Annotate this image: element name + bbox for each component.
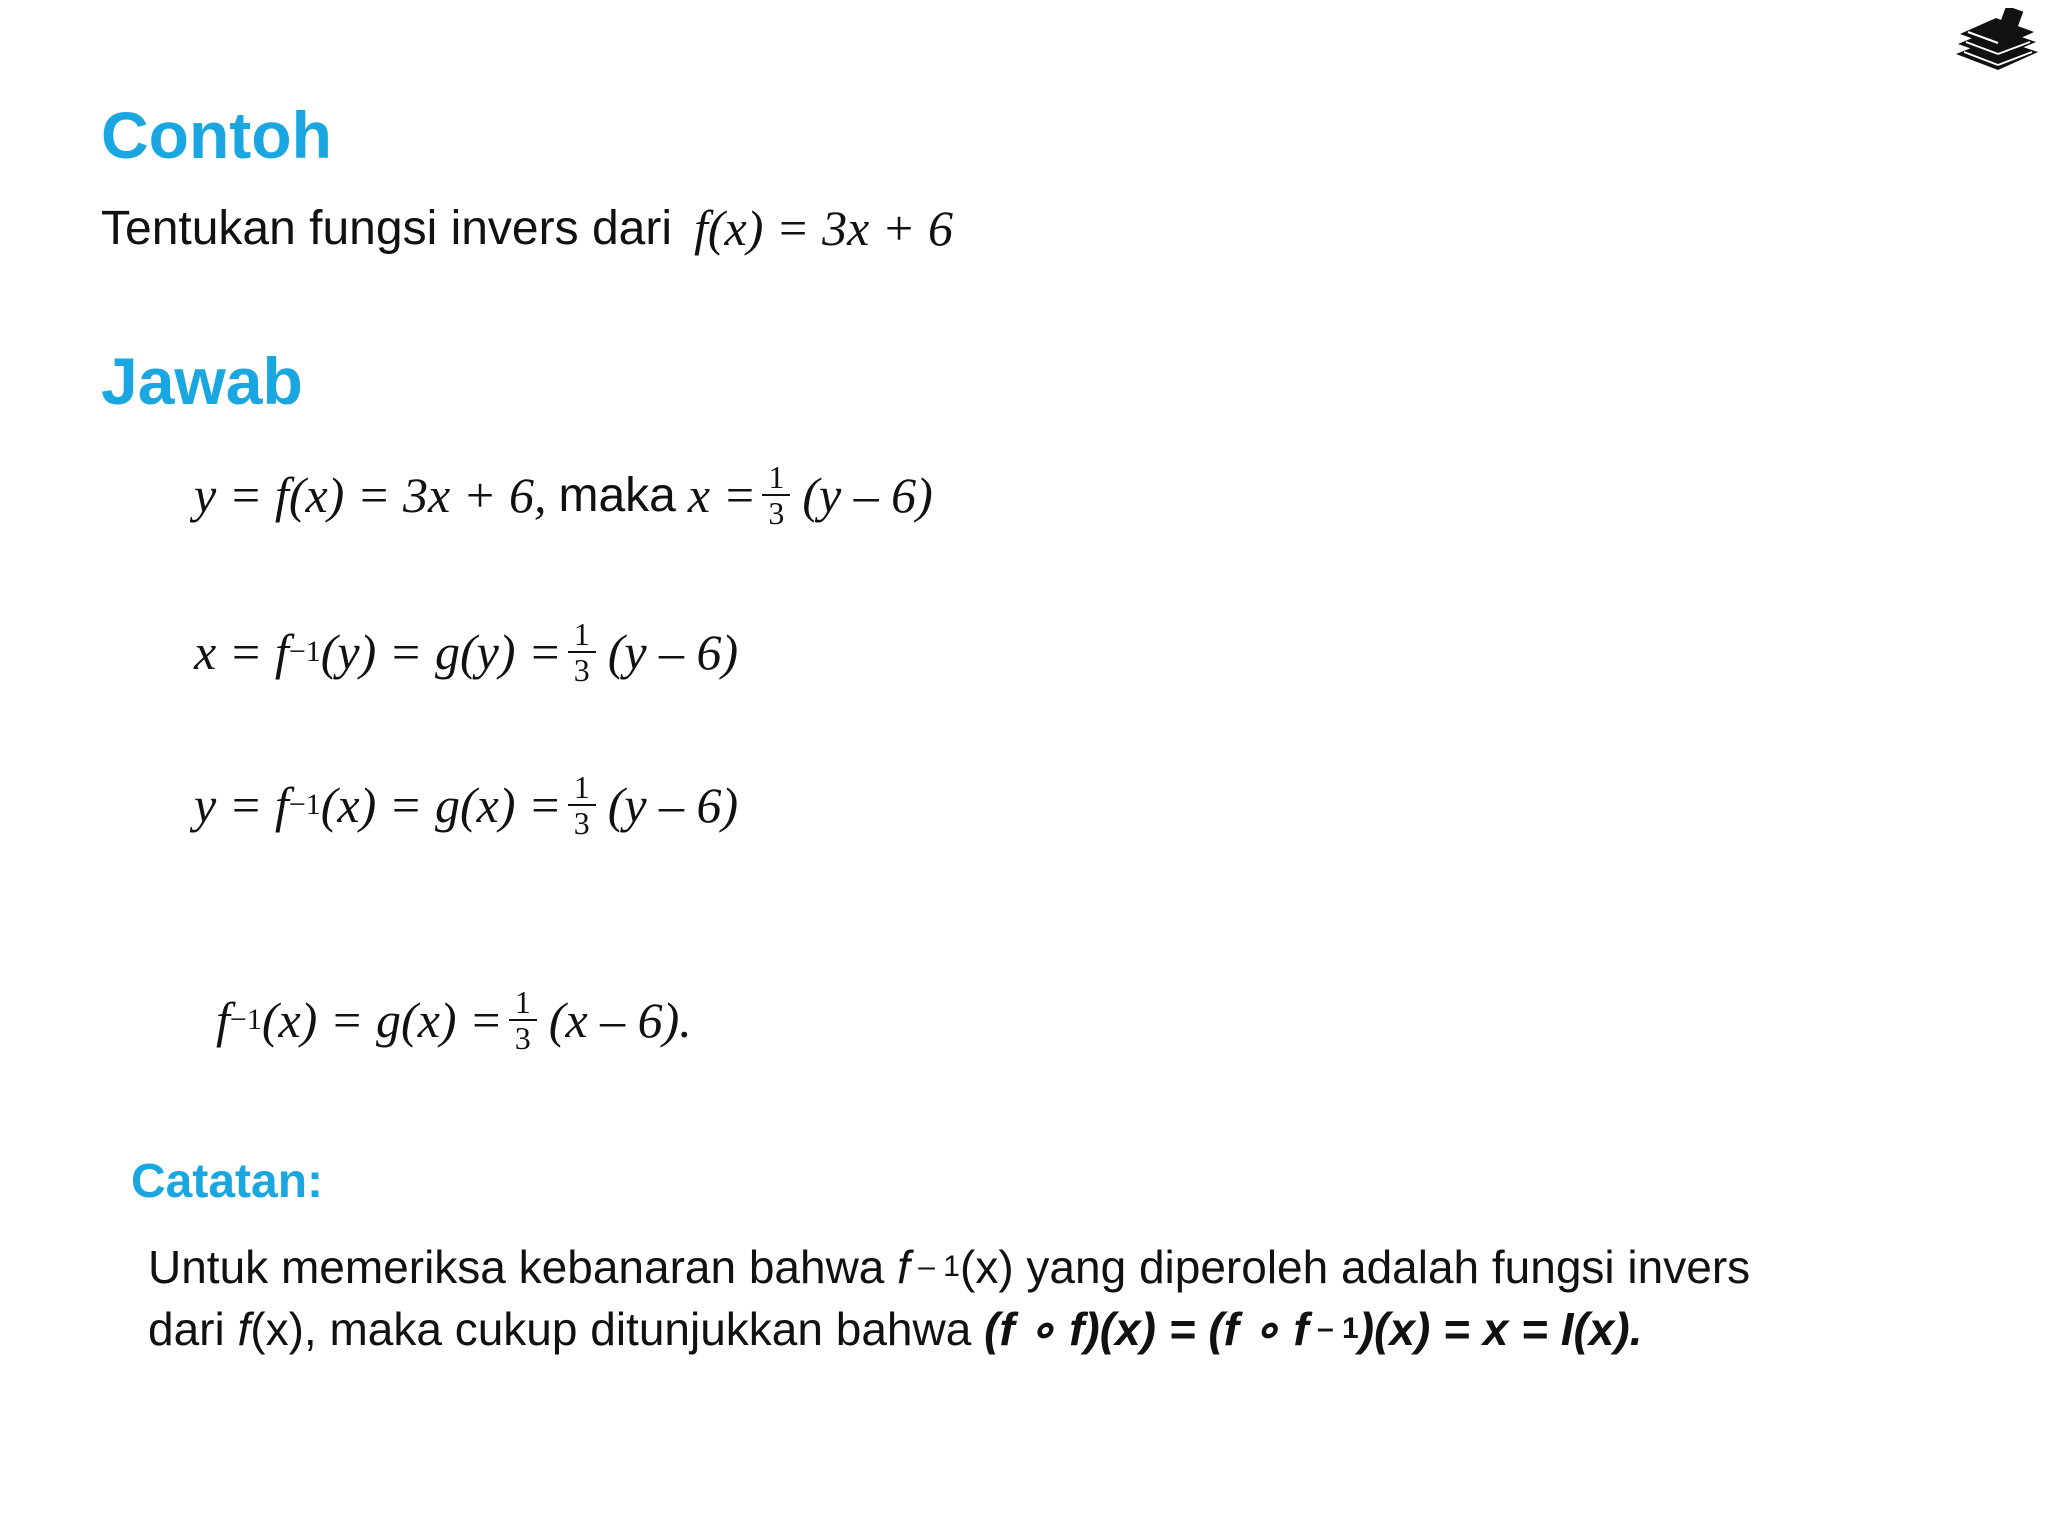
fraction-numerator: 1: [573, 616, 590, 652]
note-line-2-f: f: [237, 1303, 251, 1355]
note-line-1: [148, 1237, 1750, 1297]
fraction-denominator: 3: [568, 651, 596, 687]
step-3-mid: (x) = g(x) =: [320, 777, 562, 833]
fraction-numerator: 1: [514, 984, 531, 1020]
note-line-1-sup: – 1: [909, 1250, 960, 1283]
contoh-heading: Contoh: [101, 98, 332, 172]
note-line-1-f: f: [897, 1241, 910, 1293]
step-3-superscript: −1: [288, 788, 321, 821]
fraction-one-third: [509, 985, 537, 1055]
fraction-one-third: [568, 770, 596, 840]
fraction-numerator: 1: [768, 459, 785, 495]
book-stack-icon: [1950, 8, 2042, 74]
note-formula-a: (f ∘ f)(x) = (f ∘ f: [984, 1303, 1309, 1355]
jawab-heading: Jawab: [101, 344, 303, 418]
solution-step-1: [194, 460, 933, 530]
note-line-2-text-b: (x), maka cukup ditunjukkan bahwa: [250, 1303, 985, 1355]
fraction-denominator: 3: [568, 804, 596, 840]
step-4-right: (x – 6).: [548, 992, 692, 1048]
problem-statement: [101, 198, 953, 258]
step-2-left: x = f: [194, 624, 289, 680]
note-formula-b: )(x) = x = I(x).: [1358, 1303, 1643, 1355]
step-2-superscript: −1: [288, 635, 321, 668]
step-3-right: (y – 6): [607, 777, 739, 833]
step-4-superscript: −1: [229, 1003, 262, 1036]
step-4-mid: (x) = g(x) =: [261, 992, 503, 1048]
note-line-2-text-a: dari: [148, 1303, 238, 1355]
fraction-numerator: 1: [573, 769, 590, 805]
fraction-one-third: [568, 617, 596, 687]
step-2-right: (y – 6): [607, 624, 739, 680]
note-formula-sup: – 1: [1308, 1312, 1359, 1345]
catatan-heading: Catatan:: [131, 1155, 324, 1208]
step-1-left: y = f(x) = 3x + 6,: [194, 467, 547, 523]
step-2-mid: (y) = g(y) =: [320, 624, 562, 680]
fraction-denominator: 3: [762, 494, 790, 530]
problem-text: Tentukan fungsi invers dari: [101, 201, 672, 255]
solution-step-3: [194, 770, 738, 840]
step-1-word: maka: [558, 468, 676, 522]
solution-step-2: [194, 617, 738, 687]
fraction-one-third: [762, 460, 790, 530]
note-line-1-text-b: (x) yang diperoleh adalah fungsi invers: [960, 1241, 1751, 1293]
note-line-1-text-a: Untuk memeriksa kebanaran bahwa: [148, 1241, 898, 1293]
problem-function: f(x) = 3x + 6: [693, 200, 954, 256]
step-3-left: y = f: [194, 777, 289, 833]
step-1-mid: x =: [687, 467, 757, 523]
step-4-left: f: [216, 992, 230, 1048]
step-1-right: (y – 6): [802, 467, 933, 523]
solution-step-4: [216, 985, 692, 1055]
fraction-denominator: 3: [509, 1019, 537, 1055]
note-line-2: [148, 1299, 1642, 1359]
